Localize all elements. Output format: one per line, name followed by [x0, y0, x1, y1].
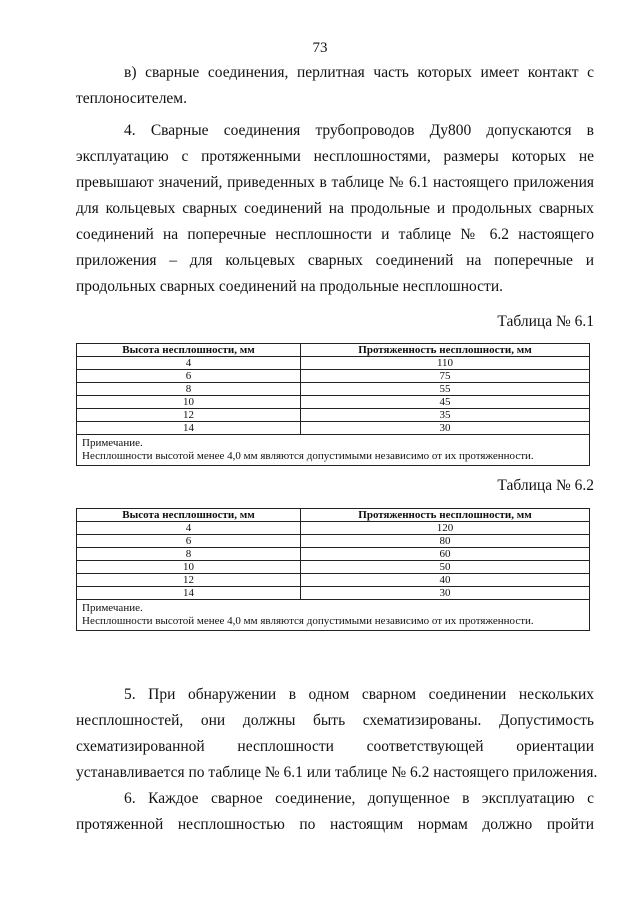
- table-row: [77, 409, 590, 422]
- paragraph-line: 4. Сварные соединения трубопроводов Ду800 допускаются в: [124, 122, 594, 139]
- table-row: [77, 548, 590, 561]
- table-header-row: [77, 509, 590, 522]
- table-note-row: [77, 435, 590, 466]
- height-cell: 4: [77, 357, 301, 370]
- column-header-length: Протяженность несплошности, мм: [301, 344, 590, 357]
- paragraph-line: для кольцевых сварных соединений на продольные и продольных сварных: [76, 200, 594, 217]
- table-row: [77, 522, 590, 535]
- table-row: [77, 357, 590, 370]
- note-text: Несплошности высотой менее 4,0 мм являются допустимыми независимо от их протяженности.: [82, 450, 534, 462]
- paragraph-line: приложения – для кольцевых сварных соединений на поперечные и: [76, 252, 594, 269]
- table-note-row: [77, 600, 590, 631]
- paragraph-line: 5. При обнаружении в одном сварном соединении нескольких: [124, 686, 594, 703]
- height-cell: 4: [77, 522, 301, 535]
- paragraph-line: соединений на поперечные несплошности и таблице № 6.2 настоящего: [76, 226, 594, 243]
- length-cell: 110: [301, 357, 590, 370]
- table-row: [77, 396, 590, 409]
- height-cell: 12: [77, 409, 301, 422]
- table-6-1: [76, 343, 590, 466]
- table-6-2: [76, 508, 590, 631]
- paragraph-line: превышают значений, приведенных в таблице № 6.1 настоящего приложения: [76, 174, 594, 191]
- paragraph-6: [76, 786, 594, 838]
- table-row: [77, 383, 590, 396]
- height-cell: 6: [77, 370, 301, 383]
- note-title: Примечание.: [82, 437, 143, 449]
- paragraph-line: протяженной несплошностью по настоящим нормам должно пройти: [76, 816, 594, 833]
- paragraph-4: [76, 118, 594, 300]
- table-note: [77, 600, 590, 631]
- paragraph-line: продольных сварных соединений на продольные несплошности.: [76, 278, 503, 295]
- length-cell: 35: [301, 409, 590, 422]
- length-cell: 60: [301, 548, 590, 561]
- length-cell: 80: [301, 535, 590, 548]
- table-row: [77, 422, 590, 435]
- length-cell: 40: [301, 574, 590, 587]
- height-cell: 10: [77, 561, 301, 574]
- table-6-1-caption: Таблица № 6.1: [497, 313, 594, 330]
- paragraph-5: [76, 682, 598, 786]
- table-6-2-caption: Таблица № 6.2: [497, 477, 594, 494]
- length-cell: 75: [301, 370, 590, 383]
- paragraph-line: несплошностей, они должны быть схематизированы. Допустимость: [76, 712, 594, 729]
- page-number: 73: [312, 40, 328, 56]
- length-cell: 120: [301, 522, 590, 535]
- height-cell: 10: [77, 396, 301, 409]
- length-cell: 55: [301, 383, 590, 396]
- column-header-height: Высота несплошности, мм: [77, 344, 301, 357]
- length-cell: 30: [301, 422, 590, 435]
- paragraph-line: 6. Каждое сварное соединение, допущенное в эксплуатацию с: [124, 790, 594, 807]
- note-title: Примечание.: [82, 602, 143, 614]
- note-text: Несплошности высотой менее 4,0 мм являются допустимыми независимо от их протяженности.: [82, 615, 534, 627]
- column-header-length: Протяженность несплошности, мм: [301, 509, 590, 522]
- table-header-row: [77, 344, 590, 357]
- length-cell: 30: [301, 587, 590, 600]
- length-cell: 50: [301, 561, 590, 574]
- height-cell: 14: [77, 422, 301, 435]
- length-cell: 45: [301, 396, 590, 409]
- paragraph-line: в) сварные соединения, перлитная часть которых имеет контакт с: [124, 64, 594, 81]
- paragraph-line: теплоносителем.: [76, 90, 187, 107]
- height-cell: 8: [77, 383, 301, 396]
- paragraph-v: [76, 60, 594, 112]
- table-note: [77, 435, 590, 466]
- paragraph-line: схематизированной несплошности соответствующей ориентации: [76, 738, 594, 755]
- height-cell: 8: [77, 548, 301, 561]
- height-cell: 14: [77, 587, 301, 600]
- paragraph-line: эксплуатацию с протяженными несплошностями, размеры которых не: [76, 148, 594, 165]
- height-cell: 12: [77, 574, 301, 587]
- table-row: [77, 370, 590, 383]
- table-row: [77, 587, 590, 600]
- table-row: [77, 574, 590, 587]
- paragraph-line: устанавливается по таблице № 6.1 или таблице № 6.2 настоящего приложения.: [76, 764, 598, 781]
- height-cell: 6: [77, 535, 301, 548]
- table-row: [77, 535, 590, 548]
- table-row: [77, 561, 590, 574]
- column-header-height: Высота несплошности, мм: [77, 509, 301, 522]
